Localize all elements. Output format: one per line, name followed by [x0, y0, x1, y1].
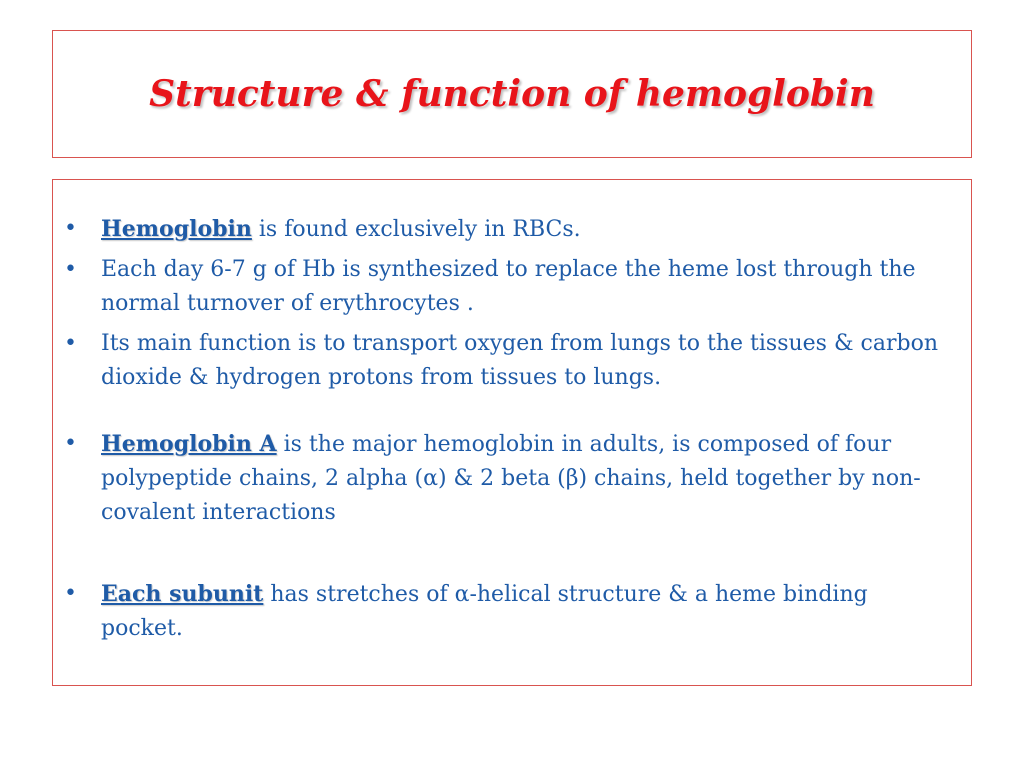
bullet-body: has stretches of α-helical structure & a heme binding pocket.	[101, 582, 868, 641]
bullet-marker: •	[64, 431, 77, 456]
bullet-marker: •	[64, 257, 77, 282]
bullet-item	[53, 427, 951, 530]
bullet-item	[53, 327, 951, 395]
bullet-body: is found exclusively in RBCs.	[251, 217, 581, 242]
bullet-marker: •	[64, 581, 77, 606]
bullet-text	[101, 212, 951, 247]
bullet-body: Its main function is to transport oxygen from lungs to the tissues & carbon dioxide & hydrogen protons from tissues to lungs.	[101, 331, 938, 390]
bullet-text	[101, 577, 951, 646]
title-box	[52, 30, 972, 158]
bullet-body: is the major hemoglobin in adults, is composed of four polypeptide chains, 2 alpha (α) & 2 beta (β) chains, held together by non-covalent interactions	[101, 432, 921, 525]
bullet-highlight: Each subunit	[101, 581, 264, 607]
bullet-item	[53, 577, 951, 646]
bullet-text	[101, 253, 951, 321]
bullet-marker: •	[64, 331, 77, 356]
bullet-body: Each day 6-7 g of Hb is synthesized to replace the heme lost through the normal turnover of erythrocytes .	[101, 257, 916, 316]
content-box	[52, 179, 972, 686]
bullet-highlight: Hemoglobin A	[101, 431, 277, 457]
bullet-text	[101, 427, 951, 530]
bullet-marker: •	[64, 216, 77, 241]
bullet-item	[53, 253, 951, 321]
slide-title: Structure & function of hemoglobin	[149, 73, 875, 115]
bullet-item	[53, 212, 951, 247]
bullet-highlight: Hemoglobin	[101, 216, 252, 242]
bullet-text	[101, 327, 951, 395]
